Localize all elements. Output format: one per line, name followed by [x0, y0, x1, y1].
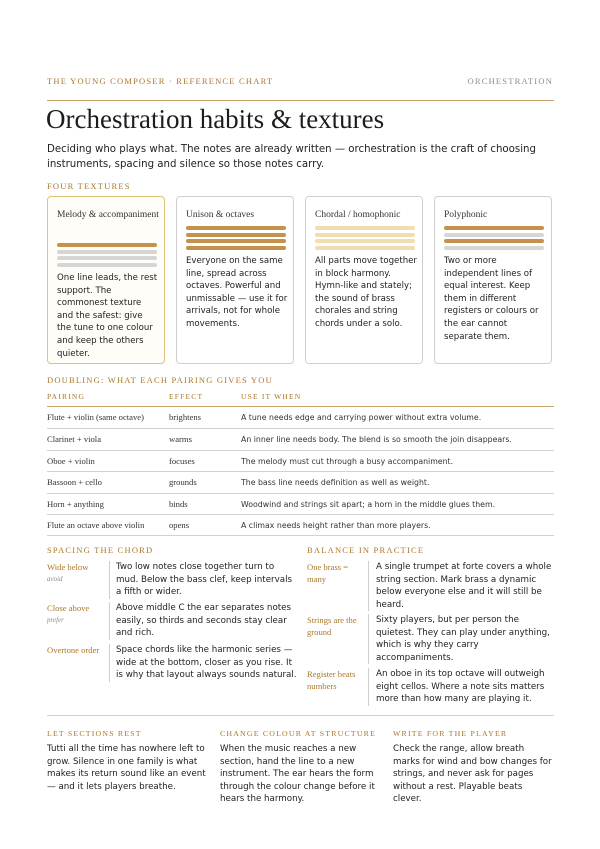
intro-text: Deciding who plays what. The notes are already written — orchestration is the craft of choosing instruments, spacing and silence so those notes carry.: [47, 144, 536, 170]
chord-bar: [315, 239, 415, 243]
texture-card-title: Unison & octaves: [186, 210, 255, 220]
tip-text-colour: When the music reaches a new section, hand the line to a new instrument. The ear hears the form through the colour change before it hears the harmony.: [220, 744, 375, 805]
term-divider: [368, 614, 369, 664]
chord-bar: [315, 233, 415, 237]
section-divider: [47, 715, 554, 716]
tip-heading-player: WRITE FOR THE PLAYER: [393, 729, 508, 738]
effect-cell: binds: [169, 499, 188, 509]
tip-text-rest: Tutti all the time has nowhere left to grow. Silence in one family is what makes its return sound like an event — and it lets players breathe.: [47, 744, 206, 792]
texture-diagram-melody: [57, 243, 157, 269]
column-header-use: USE IT WHEN: [241, 392, 302, 401]
texture-card-desc: One line leads, the rest support. The commonest texture and the safest: give the tune to one colour and keep the others quieter.: [57, 273, 158, 359]
effect-cell: warms: [169, 434, 192, 444]
use-cell: The melody must cut through a busy accompaniment.: [241, 457, 454, 466]
spacing-term: [47, 561, 107, 585]
tip-heading-rest: LET SECTIONS REST: [47, 729, 142, 738]
topic-label: ORCHESTRATION: [467, 76, 553, 86]
chord-bar: [315, 246, 415, 250]
table-row: [47, 428, 554, 450]
unison-bar: [186, 246, 286, 250]
pairing-cell: Flute an octave above violin: [47, 520, 145, 530]
texture-card-chordal[interactable]: [305, 196, 423, 364]
pairing-cell: Flute + violin (same octave): [47, 412, 144, 422]
spacing-term-label: Overtone order: [47, 645, 100, 655]
texture-diagram-polyphonic: [444, 226, 544, 252]
use-cell: A tune needs edge and carrying power without extra volume.: [241, 413, 482, 422]
balance-desc: A single trumpet at forte covers a whole string section. Mark brass a dynamic below everyone else and it will still be heard.: [376, 562, 552, 610]
column-header-pairing: PAIRING: [47, 392, 86, 401]
spacing-term-note: avoid: [47, 575, 63, 583]
balance-desc: An oboe in its top octave will outweigh eight cellos. Where a note sits matters more than how many are playing it.: [376, 669, 545, 705]
texture-card-title: Chordal / homophonic: [315, 210, 401, 220]
use-cell: The bass line needs definition as well as weight.: [241, 478, 430, 487]
pairing-cell: Horn + anything: [47, 499, 104, 509]
unison-bar: [186, 239, 286, 243]
pairing-cell: Bassoon + cello: [47, 477, 102, 487]
tip-heading-colour: CHANGE COLOUR AT STRUCTURE: [220, 729, 377, 738]
term-divider: [368, 668, 369, 706]
rest-bar: [444, 246, 544, 250]
tip-text-player: Check the range, allow breath marks for wind and bow changes for strings, and never ask for pages without a rest. Playable beats clever.: [393, 744, 552, 805]
melody-line-bar: [57, 243, 157, 247]
balance-term: Register beats numbers: [307, 669, 356, 691]
texture-card-unison[interactable]: [176, 196, 294, 364]
term-divider: [109, 644, 110, 682]
effect-cell: grounds: [169, 477, 197, 487]
accompaniment-bar: [57, 256, 157, 260]
spacing-term-label: Wide below: [47, 562, 89, 572]
chord-bar: [315, 226, 415, 230]
unison-bar: [186, 233, 286, 237]
accompaniment-bar: [57, 263, 157, 267]
table-row: [47, 471, 554, 493]
effect-cell: opens: [169, 520, 190, 530]
spacing-term-label: Close above: [47, 603, 90, 613]
use-cell: An inner line needs body. The blend is so smooth the join disappears.: [241, 435, 512, 444]
balance-heading: BALANCE IN PRACTICE: [307, 545, 425, 555]
texture-card-polyphonic[interactable]: [434, 196, 552, 364]
header-rule: [47, 100, 554, 101]
texture-card-melody[interactable]: [47, 196, 165, 364]
table-row: [47, 493, 554, 515]
table-row: [47, 407, 554, 428]
voice-bar: [444, 226, 544, 230]
balance-desc: Sixty players, but per person the quietest. They can play under anything, which is why they carry accompaniments.: [376, 615, 550, 663]
balance-term: Strings are the ground: [307, 615, 357, 637]
pairing-cell: Oboe + violin: [47, 456, 95, 466]
term-divider: [368, 561, 369, 611]
table-row: [47, 450, 554, 472]
use-cell: A climax needs height rather than more players.: [241, 521, 431, 530]
voice-bar: [444, 239, 544, 243]
table-row: [47, 514, 554, 536]
textures-heading: FOUR TEXTURES: [47, 181, 131, 191]
texture-card-desc: All parts move together in block harmony. Hymn-like and stately; the sound of brass chorales and string chords under a solo.: [315, 256, 417, 329]
unison-bar: [186, 226, 286, 230]
pairing-cell: Clarinet + viola: [47, 434, 102, 444]
use-cell: Woodwind and strings sit apart; a horn in the middle glues them.: [241, 500, 496, 509]
texture-card-desc: Everyone on the same line, spread across octaves. Powerful and unmissable — use it for arrivals, not for whole movements.: [186, 256, 288, 329]
spacing-desc: Two low notes close together turn to mud. Below the bass clef, keep intervals a fifth or wider.: [116, 562, 293, 598]
accompaniment-bar: [57, 250, 157, 254]
texture-card-title: Polyphonic: [444, 210, 488, 220]
texture-card-desc: Two or more independent lines of equal interest. Keep them in different registers or colours or the ear cannot separate them.: [444, 256, 539, 342]
spacing-term: [47, 644, 107, 656]
doubling-heading: DOUBLING: WHAT EACH PAIRING GIVES YOU: [47, 375, 273, 385]
page-title: Orchestration habits & textures: [46, 104, 385, 134]
spacing-desc: Space chords like the harmonic series — wide at the bottom, closer as you rise. It is why that layout always sounds natural.: [116, 645, 297, 681]
table-bottom-rule: [47, 535, 554, 536]
spacing-desc: Above middle C the ear separates notes easily, so thirds and seconds stay clear and rich.: [116, 603, 292, 639]
rest-bar: [444, 233, 544, 237]
balance-term: One brass = many: [307, 562, 349, 584]
spacing-term: [47, 602, 107, 626]
effect-cell: brightens: [169, 412, 201, 422]
term-divider: [109, 561, 110, 599]
term-divider: [109, 602, 110, 640]
texture-diagram-chordal: [315, 226, 415, 252]
texture-card-title: Melody & accompaniment: [57, 210, 159, 220]
spacing-term-note: prefer: [47, 616, 64, 624]
spacing-heading: SPACING THE CHORD: [47, 545, 154, 555]
column-header-effect: EFFECT: [169, 392, 204, 401]
series-label: THE YOUNG COMPOSER · REFERENCE CHART: [47, 76, 274, 86]
texture-diagram-unison: [186, 226, 286, 252]
effect-cell: focuses: [169, 456, 195, 466]
